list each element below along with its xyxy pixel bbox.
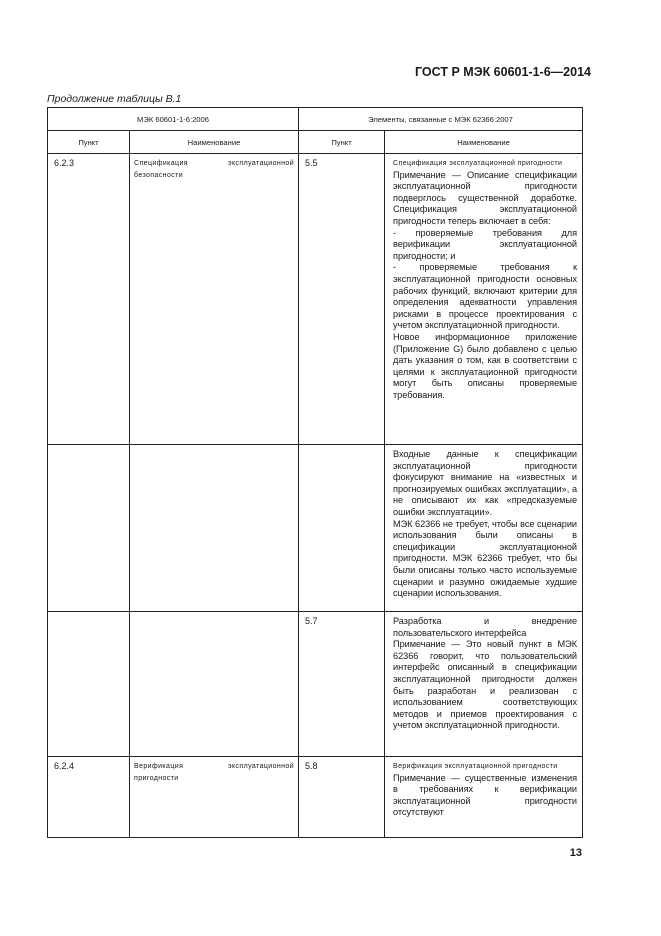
left-item-name	[130, 612, 299, 757]
right-item-number: 5.7	[299, 612, 385, 757]
description-line: Примечание — Это новый пункт в МЭК 62366 говорит, что пользовательский интерфейс описанный в спецификации эксплуатационной пригодности должен быть разработан и реализован с использованием соответствующих методов и приемов проектирования с учетом эксплуатационной пригодности.	[393, 639, 578, 731]
description-line: Примечание — Описание спецификации эксплуатационной пригодности подверглось существенной доработке. Спецификация эксплуатационной пригодности теперь включает в себя:	[393, 169, 578, 226]
description-line: Входные данные к спецификации эксплуатационной пригодности фокусируют внимание на «известных и прогнозируемых ошибках эксплуатации», а не описывают их как «предсказуемые ошибки эксплуатации».	[393, 449, 578, 517]
description-line: Верификация эксплуатационной пригодности	[393, 763, 558, 770]
col-header-item-right: Пункт	[299, 131, 385, 154]
left-item-name: Спецификация эксплуатационной безопасности	[130, 154, 299, 445]
right-item-number: 5.8	[299, 757, 385, 838]
comparison-table	[47, 107, 583, 838]
table-row	[48, 154, 583, 445]
col-header-name-left: Наименование	[130, 131, 299, 154]
group-header-right: Элементы, связанные с МЭК 62366:2007	[299, 108, 583, 131]
left-item-number	[48, 445, 130, 612]
description-line: Новое информационное приложение (Приложение G) было добавлено с целью дать указания о том, как в соответствии с целями к эксплуатационной пригодности могут быть описаны проверяемые требования.	[393, 331, 578, 400]
left-item-number: 6.2.3	[48, 154, 130, 445]
table-row	[48, 612, 583, 757]
group-header-left: МЭК 60601-1-6:2006	[48, 108, 299, 131]
document-id: ГОСТ Р МЭК 60601-1-6—2014	[415, 65, 591, 79]
page-number: 13	[569, 847, 582, 859]
right-item-description	[385, 154, 583, 445]
table-row	[48, 445, 583, 612]
description-line: МЭК 62366 не требует, чтобы все сценарии использования были описаны в спецификации эксплуатационной пригодности. МЭК 62366 требует, что бы были описаны только часто используемые сценарии и разумно ожидаемые худшие сценарии использования.	[393, 518, 578, 599]
right-item-description	[385, 612, 583, 757]
left-item-name: Верификация эксплуатационной пригодности	[130, 757, 299, 838]
right-item-number: 5.5	[299, 154, 385, 445]
table-row	[48, 757, 583, 838]
group-header-row	[48, 108, 583, 131]
left-item-number: 6.2.4	[48, 757, 130, 838]
description-line: Спецификация эксплуатационной пригодности	[393, 160, 563, 167]
col-header-item-left: Пункт	[48, 131, 130, 154]
description-line: - проверяемые требования для верификации эксплуатационной пригодности; и	[393, 227, 578, 261]
description-line: Примечание — существенные изменения в требованиях к верификации эксплуатационной пригодности отсутствуют	[393, 772, 578, 818]
description-line: - проверяемые требования к эксплуатационной пригодности основных рабочих функций, включают критерии для определения адекватности управления рисками в процессе проектирования с учетом эксплуатационной пригодности.	[393, 262, 578, 331]
right-item-number	[299, 445, 385, 612]
column-header-row	[48, 131, 583, 154]
left-item-name	[130, 445, 299, 612]
right-item-description	[385, 757, 583, 838]
col-header-name-right: Наименование	[385, 131, 583, 154]
left-item-number	[48, 612, 130, 757]
right-item-description	[385, 445, 583, 612]
description-line: Разработка и внедрение пользовательского интерфейса	[393, 616, 578, 638]
table-caption: Продолжение таблицы В.1	[47, 93, 182, 105]
